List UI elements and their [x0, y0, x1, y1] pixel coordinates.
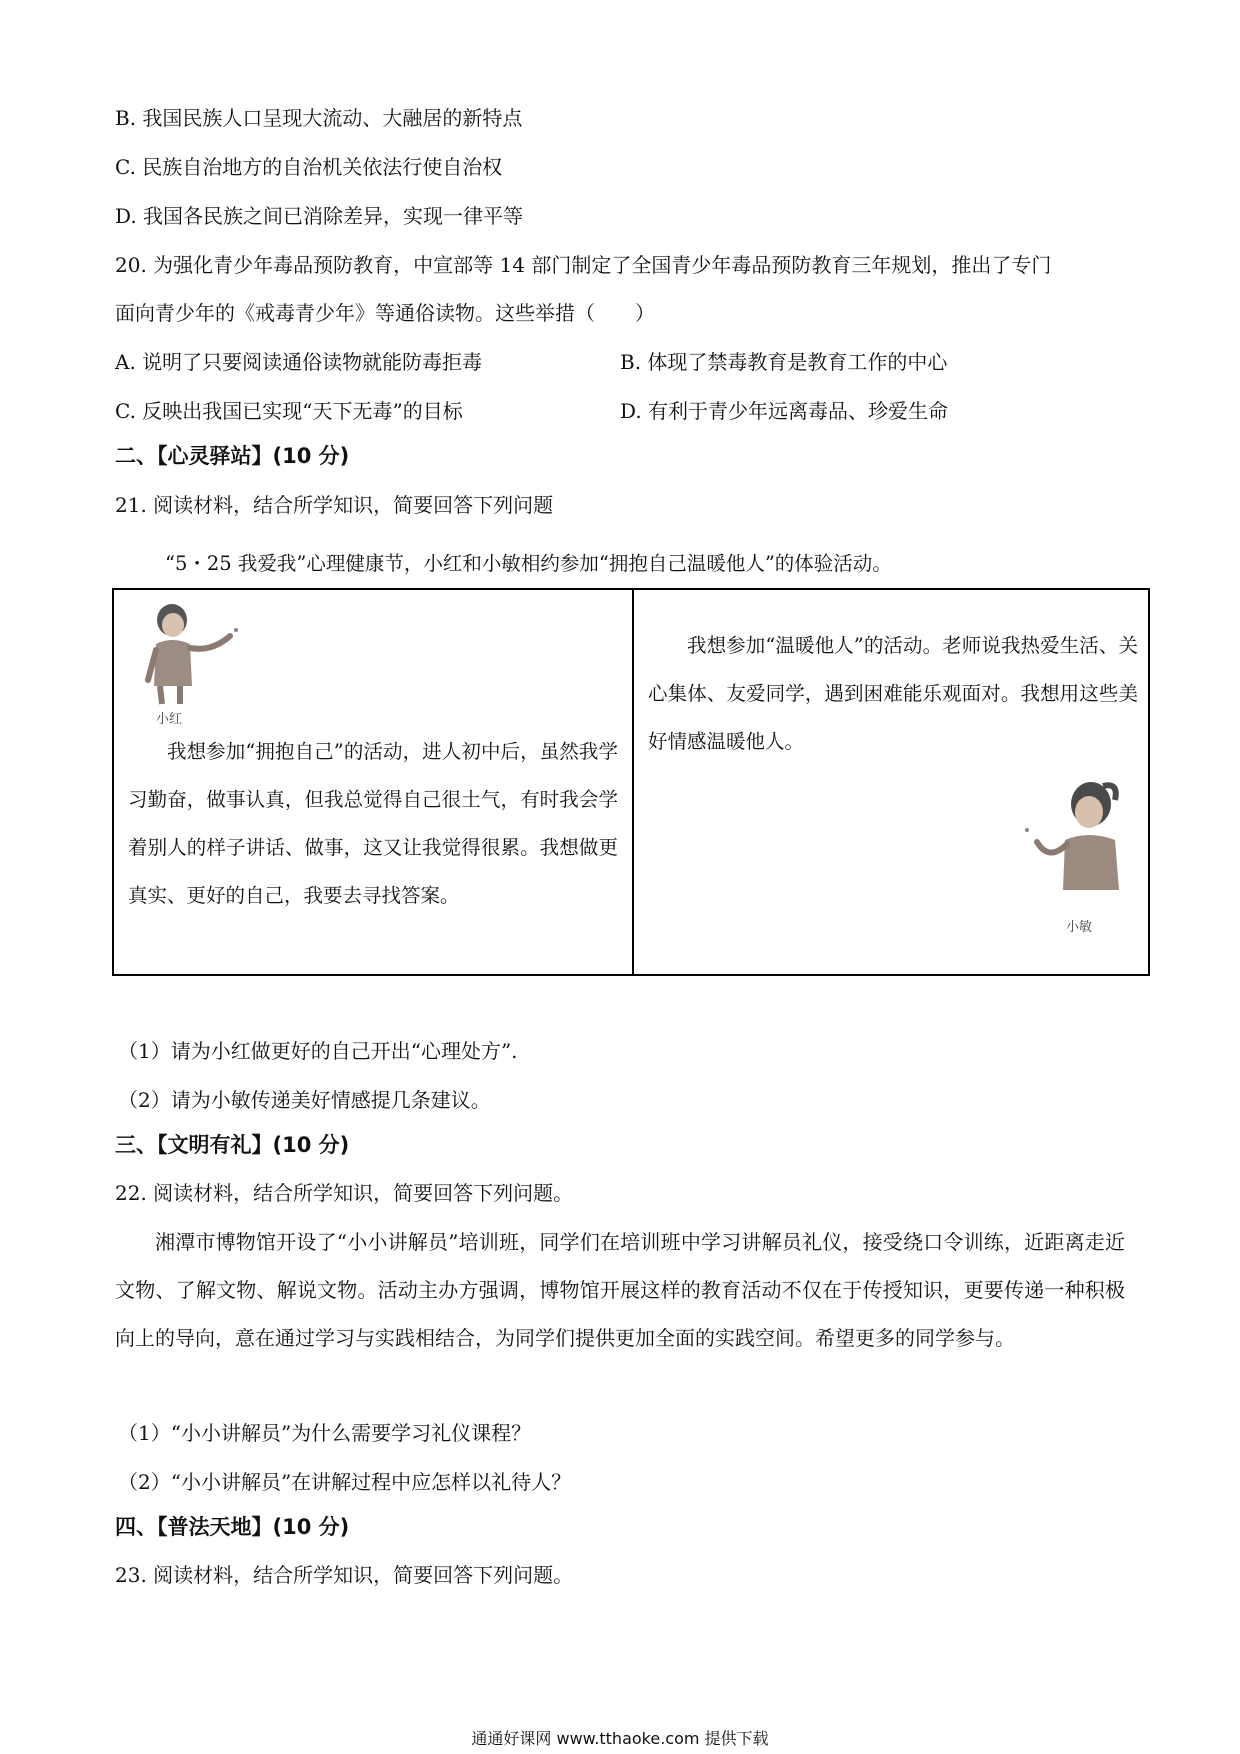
- q19-option-c: C. 民族自治地方的自治机关依法行使自治权: [115, 155, 503, 179]
- page-footer: 通通好课网 www.tthaoke.com 提供下载: [471, 1729, 769, 1748]
- section3-heading: 三、【文明有礼】(10 分): [115, 1133, 350, 1157]
- q22-sub2: （2）“小小讲解员”在讲解过程中应怎样以礼待人？: [118, 1470, 572, 1494]
- q19-option-d: D. 我国各民族之间已消除差异，实现一律平等: [115, 204, 524, 228]
- q20-option-a: A. 说明了只要阅读通俗读物就能防毒拒毒: [115, 350, 483, 374]
- q20-stem-line1: 20. 为强化青少年毒品预防教育，中宣部等 14 部门制定了全国青少年毒品预防教育三年规划，推出了专门: [115, 253, 1052, 277]
- q20-stem-line2: 面向青少年的《戒毒青少年》等通俗读物。这些举措（ ）: [115, 301, 655, 325]
- xiaomin-text: 我想参加“温暖他人”的活动。老师说我热爱生活、关心集体、友爱同学，遇到困难能乐观面对。我想用这些美好情感温暖他人。: [648, 634, 1138, 753]
- q19-option-b: B. 我国民族人口呈现大流动、大融居的新特点: [115, 106, 523, 130]
- xiaomin-label: 小敏: [1066, 920, 1093, 935]
- material-cell-xiaomin: [634, 590, 1148, 974]
- section2-heading: 二、【心灵驿站】(10 分): [115, 444, 350, 468]
- q23-stem: 23. 阅读材料，结合所学知识，简要回答下列问题。: [115, 1563, 574, 1587]
- q21-intro: “5・25 我爱我”心理健康节，小红和小敏相约参加“拥抱自己温暖他人”的体验活动。: [165, 552, 892, 575]
- q22-sub1: （1）“小小讲解员”为什么需要学习礼仪课程？: [118, 1421, 532, 1445]
- xiaohong-label: 小红: [156, 712, 183, 727]
- q20-option-c: C. 反映出我国已实现“天下无毒”的目标: [115, 399, 463, 423]
- q21-sub2: （2）请为小敏传递美好情感提几条建议。: [118, 1088, 491, 1112]
- q22-stem: 22. 阅读材料，结合所学知识，简要回答下列问题。: [115, 1181, 574, 1205]
- xiaohong-text: 我想参加“拥抱自己”的活动，进人初中后，虽然我学习勤奋，做事认真，但我总觉得自己很土气，有时我会学着别人的样子讲话、做事，这又让我觉得很累。我想做更真实、更好的自己，我要去寻找答案。: [128, 740, 618, 907]
- q20-option-d: D. 有利于青少年远离毒品、珍爱生命: [620, 399, 949, 423]
- section4-heading: 四、【普法天地】(10 分): [115, 1515, 350, 1539]
- q21-sub1: （1）请为小红做更好的自己开出“心理处方”.: [118, 1039, 518, 1063]
- material-table: [112, 588, 1150, 976]
- xiaomin-illustration: [1019, 778, 1139, 898]
- q21-stem: 21. 阅读材料，结合所学知识，简要回答下列问题: [115, 493, 554, 517]
- q20-option-b: B. 体现了禁毒教育是教育工作的中心: [620, 350, 948, 374]
- material-cell-xiaohong: [114, 590, 634, 974]
- xiaohong-illustration: [134, 600, 244, 710]
- q22-material: 湘潭市博物馆开设了“小小讲解员”培训班，同学们在培训班中学习讲解员礼仪，接受绕口令训练，近距离走近文物、了解文物、解说文物。活动主办方强调，博物馆开展这样的教育活动不仅在于传授知识，更要传递一种积极向上的导向，意在通过学习与实践相结合，为同学们提供更加全面的实践空间。希望更多的同学参与。: [115, 1230, 1125, 1350]
